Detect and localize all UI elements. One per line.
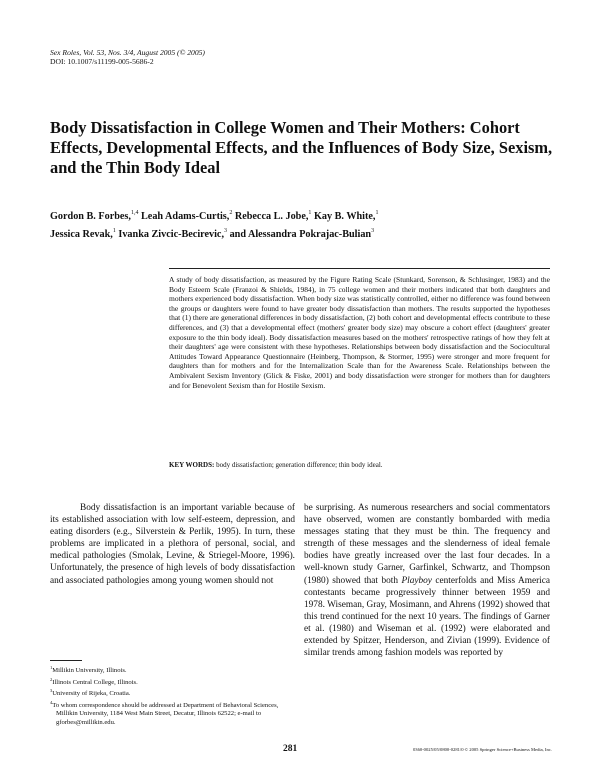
magazine-title: Playboy — [401, 575, 432, 586]
body-column-right — [304, 502, 550, 659]
author: and Alessandra Pokrajac-Bulian$^3$ — [229, 228, 375, 240]
article-title: Body Dissatisfaction in College Women and Their Mothers: Cohort Effects, Developmental Effects, and the Influences of Body Size, Sexism, and the Thin Body Ideal — [50, 118, 553, 177]
page-number: 281 — [283, 744, 298, 754]
footnote: $^3$University of Rijeka, Croatia. — [50, 688, 131, 697]
body-paragraph: be surprising. As numerous researchers and social commentators have observed, women are constantly bombarded with media messages stating that they must be thin. The frequency and strength of these messages and the slenderness of ideal female bodies have greatly increased over the last four decades. In a well-known study Garner, Garfinkel, Schwartz, and Thompson (1980) showed that both Playboy centerfolds and Miss America contestants became progressively thinner between 1959 and 1978. Wiseman, Gray, Mosimann, and Ahrens (1992) showed that this trend continued for the next 10 years. The findings of Garner et al. (1980) and Wiseman et al. (1992) were elaborated and extended by Spitzer, Henderson, and Zivian (1999). Evidence of similar trends among fashion models was reported by — [304, 503, 551, 659]
abstract-divider — [169, 268, 550, 269]
author: Rebecca L. Jobe,$^1$ — [234, 210, 312, 222]
footnote-divider — [50, 660, 82, 661]
keywords-label: KEY WORDS: — [169, 461, 215, 469]
copyright-line: 0360-0025/05/0800-0281/0 © 2005 Springer Science+Business Media, Inc. — [412, 747, 552, 752]
journal-header — [50, 48, 205, 67]
body-column-left — [50, 502, 295, 587]
author: Kay B. White,$^1$ — [313, 210, 379, 222]
keywords — [169, 461, 550, 470]
footnote: $^1$Millikin University, Illinois. — [50, 665, 127, 674]
doi-line: DOI: 10.1007/s11199-005-5686-2 — [50, 57, 154, 67]
author: Gordon B. Forbes,$^{1,4}$ — [50, 210, 139, 222]
footnote: $^2$Illinois Central College, Illinois. — [50, 676, 138, 686]
footnote: $^4$To whom correspondence should be addressed at Department of Behavioral Sciences, Millikin University, 1184 West Main Street, Decatur, Illinois 62522; e-mail to gforbes@millikin.edu. — [50, 699, 279, 726]
body-paragraph: Body dissatisfaction is an important variable because of its established association with low self-esteem, depression, and eating disorders (e.g., Silverstein & Perlik, 1995). In turn, these problems are implicated in a plethora of personal, social, and medical pathologies (Smolak, Levine, & Striegel-Moore, 1996). Unfortunately, the presence of high levels of body dissatisfaction and associated pathologies among young women should not — [50, 503, 295, 586]
author: Ivanka Zivcic-Becirevic,$^3$ — [118, 228, 228, 240]
author-list — [50, 206, 570, 242]
keywords-text: body dissatisfaction; generation difference; thin body ideal. — [216, 461, 383, 469]
author: Jessica Revak,$^1$ — [50, 228, 116, 240]
journal-citation: Sex Roles, Vol. 53, Nos. 3/4, August 2005 (© 2005) — [50, 48, 205, 57]
author: Leah Adams-Curtis,$^2$ — [141, 210, 233, 222]
abstract: A study of body dissatisfaction, as measured by the Figure Rating Scale (Stunkard, Sorenson, & Schlusinger, 1983) and the Body Esteem Scale (Franzoi & Shields, 1984), in 75 college women and their mothers indicated that both daughters and mothers experienced body dissatisfaction. When body size was statistically controlled, either no difference was found between the groups or daughters were found to have greater body dissatisfaction than mothers. The results supported the hypotheses that (1) there are generational differences in body dissatisfaction, (2) both cohort and developmental effects contribute to these differences, and (3) that a developmental effect (mothers' greater body size) may obscure a cohort effect (daughters' greater exposure to the thin body ideal). Body dissatisfaction measures based on the mothers' retrospective ratings of how they felt at their daughters' age were consistent with these hypotheses. Relationships between body dissatisfaction and the Sociocultural Attitudes Toward Appearance Questionnaire (Heinberg, Thompson, & Stormer, 1995) were stronger and more frequent for daughters than for mothers and for the Internalization Scale than for the Awareness Scale. Relationships between the Ambivalent Sexism Inventory (Glick & Fiske, 2001) and body dissatisfaction were stronger for mothers than for daughters and for Benevolent Sexism than for Hostile Sexism. — [169, 275, 550, 390]
footnotes — [50, 664, 295, 727]
